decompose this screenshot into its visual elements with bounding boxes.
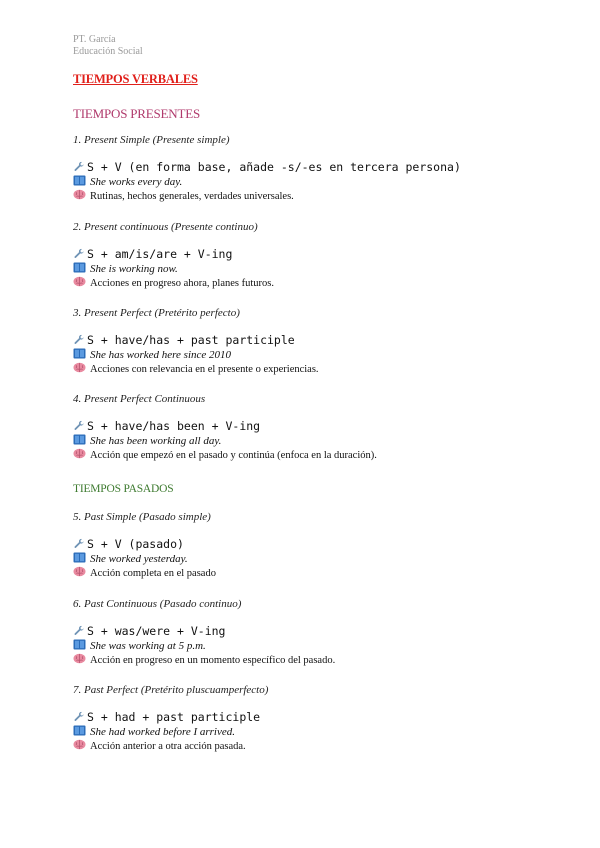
formula-text: S + had + past participle xyxy=(87,710,261,724)
tense-block xyxy=(73,133,573,203)
brain-icon xyxy=(73,739,86,750)
formula-text: S + was/were + V-ing xyxy=(87,624,226,638)
tense-formula xyxy=(73,709,573,725)
blue-book-icon xyxy=(73,434,86,445)
tense-usage xyxy=(73,566,573,580)
blue-book-icon xyxy=(73,262,86,273)
formula-text: S + have/has been + V-ing xyxy=(87,419,261,433)
tense-block xyxy=(73,683,573,753)
formula-text: S + V (pasado) xyxy=(87,537,184,551)
tense-name: 2. Present continuous (Presente continuo) xyxy=(73,221,258,233)
example-text: She was working at 5 p.m. xyxy=(90,640,206,652)
example-text: She has worked here since 2010 xyxy=(90,349,232,361)
usage-text: Acción completa en el pasado xyxy=(90,568,216,579)
wrench-icon xyxy=(73,161,85,172)
page-title: TIEMPOS VERBALES xyxy=(73,72,198,86)
example-text: She worked yesterday. xyxy=(90,553,188,565)
section-title-present: TIEMPOS PRESENTES xyxy=(73,106,200,121)
tense-formula xyxy=(73,246,573,262)
tense-formula xyxy=(73,159,573,175)
tense-usage xyxy=(73,448,573,462)
tense-block xyxy=(73,220,573,290)
blue-book-icon xyxy=(73,639,86,650)
brain-icon xyxy=(73,566,86,577)
tense-example xyxy=(73,725,573,739)
tense-name: 4. Present Perfect Continuous xyxy=(73,393,206,405)
tense-name: 1. Present Simple (Presente simple) xyxy=(73,134,230,146)
blue-book-icon xyxy=(73,175,86,186)
usage-text: Acción en progreso en un momento específico del pasado. xyxy=(90,655,336,666)
example-text: She works every day. xyxy=(90,176,183,188)
tense-formula xyxy=(73,418,573,434)
tense-usage xyxy=(73,653,573,667)
usage-text: Acción que empezó en el pasado y continúa (enfoca en la duración). xyxy=(90,450,377,461)
tense-example xyxy=(73,434,573,448)
usage-text: Acciones con relevancia en el presente o experiencias. xyxy=(90,364,319,375)
wrench-icon xyxy=(73,248,85,259)
tense-usage xyxy=(73,189,573,203)
wrench-icon xyxy=(73,538,85,549)
example-text: She has been working all day. xyxy=(90,435,222,447)
section-title-past: TIEMPOS PASADOS xyxy=(73,483,174,495)
tense-example xyxy=(73,262,573,276)
tense-name: 7. Past Perfect (Pretérito pluscuamperfecto) xyxy=(73,684,269,696)
wrench-icon xyxy=(73,625,85,636)
header-course: Educación Social xyxy=(73,46,143,57)
blue-book-icon xyxy=(73,725,86,736)
blue-book-icon xyxy=(73,348,86,359)
brain-icon xyxy=(73,362,86,373)
brain-icon xyxy=(73,448,86,459)
wrench-icon xyxy=(73,334,85,345)
tense-usage xyxy=(73,276,573,290)
tense-example xyxy=(73,639,573,653)
usage-text: Rutinas, hechos generales, verdades universales. xyxy=(90,191,294,202)
tense-block xyxy=(73,510,573,580)
tense-example xyxy=(73,348,573,362)
tense-block xyxy=(73,306,573,376)
usage-text: Acciones en progreso ahora, planes futuros. xyxy=(90,278,274,289)
formula-text: S + am/is/are + V-ing xyxy=(87,247,233,261)
brain-icon xyxy=(73,276,86,287)
brain-icon xyxy=(73,653,86,664)
tense-formula xyxy=(73,536,573,552)
example-text: She had worked before I arrived. xyxy=(90,726,236,738)
tense-formula xyxy=(73,623,573,639)
tense-example xyxy=(73,175,573,189)
example-text: She is working now. xyxy=(90,263,178,275)
formula-text: S + V (en forma base, añade -s/-es en tercera persona) xyxy=(87,160,461,174)
header-author: PT. García xyxy=(73,34,116,45)
tense-name: 3. Present Perfect (Pretérito perfecto) xyxy=(73,307,240,319)
tense-name: 5. Past Simple (Pasado simple) xyxy=(73,511,211,523)
usage-text: Acción anterior a otra acción pasada. xyxy=(90,741,246,752)
tense-block xyxy=(73,597,573,667)
formula-text: S + have/has + past participle xyxy=(87,333,295,347)
tense-block xyxy=(73,392,573,462)
tense-name: 6. Past Continuous (Pasado continuo) xyxy=(73,598,242,610)
wrench-icon xyxy=(73,711,85,722)
brain-icon xyxy=(73,189,86,200)
tense-usage xyxy=(73,362,573,376)
tense-example xyxy=(73,552,573,566)
document-header xyxy=(73,34,143,58)
tense-formula xyxy=(73,332,573,348)
blue-book-icon xyxy=(73,552,86,563)
wrench-icon xyxy=(73,420,85,431)
tense-usage xyxy=(73,739,573,753)
